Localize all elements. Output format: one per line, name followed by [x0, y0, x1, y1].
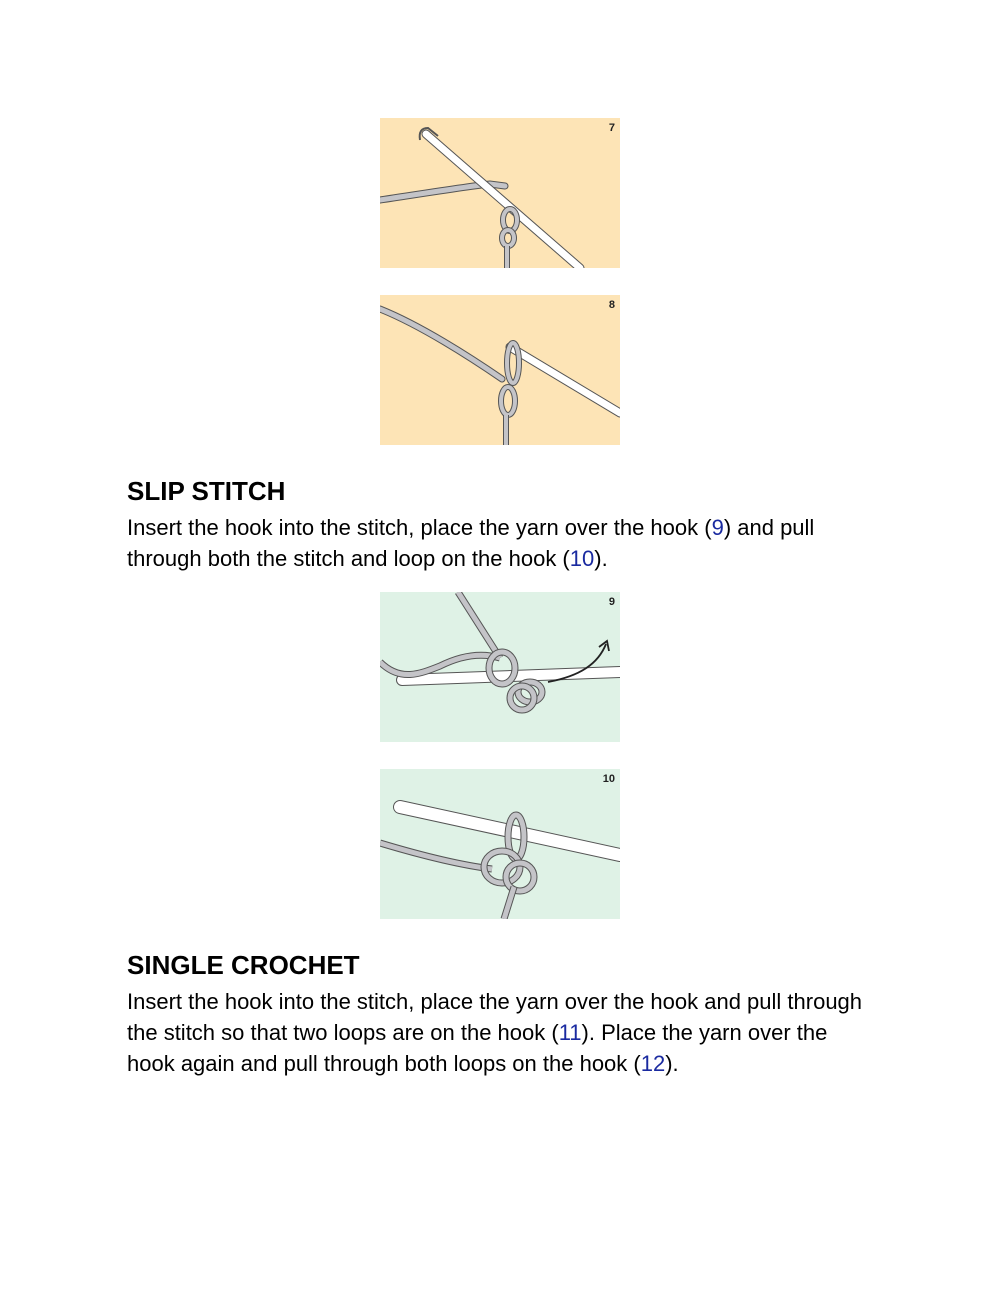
- figure-number: 8: [608, 299, 615, 311]
- figure-number: 7: [608, 122, 615, 134]
- section-heading-slip-stitch: SLIP STITCH: [127, 476, 286, 506]
- figure-reference-link[interactable]: 12: [640, 1051, 666, 1076]
- crochet-hook-yarn-drawing: [380, 295, 620, 445]
- single-crochet-instructions: [127, 986, 867, 1079]
- figure-reference-link[interactable]: 11: [558, 1020, 582, 1045]
- figure-number: 9: [608, 596, 615, 608]
- figure-number: 10: [602, 773, 615, 785]
- figure-10-illustration: [380, 769, 620, 919]
- figure-reference-link[interactable]: 9: [711, 515, 724, 540]
- instruction-text: ) and pull through both the stitch and loop on the hook (: [127, 515, 815, 571]
- crochet-hook-yarn-drawing: [380, 592, 620, 742]
- instruction-text: ).: [665, 1051, 679, 1076]
- figure-reference-link[interactable]: 10: [569, 546, 595, 571]
- slip-stitch-instructions: [127, 512, 867, 574]
- instruction-text: ). Place the yarn over the hook again and pull through both loops on the hook (: [127, 1020, 828, 1076]
- instruction-text: ).: [594, 546, 608, 571]
- instruction-text: Insert the hook into the stitch, place the yarn over the hook (: [127, 515, 712, 540]
- crochet-hook-yarn-drawing: [380, 118, 620, 268]
- instruction-text: Insert the hook into the stitch, place the yarn over the hook and pull through the stitch so that two loops are on the hook (: [127, 989, 863, 1045]
- figure-8-illustration: [380, 295, 620, 445]
- figure-9-illustration: [380, 592, 620, 742]
- crochet-hook-yarn-drawing: [380, 769, 620, 919]
- figure-7-illustration: [380, 118, 620, 268]
- section-heading-single-crochet: SINGLE CROCHET: [127, 950, 360, 980]
